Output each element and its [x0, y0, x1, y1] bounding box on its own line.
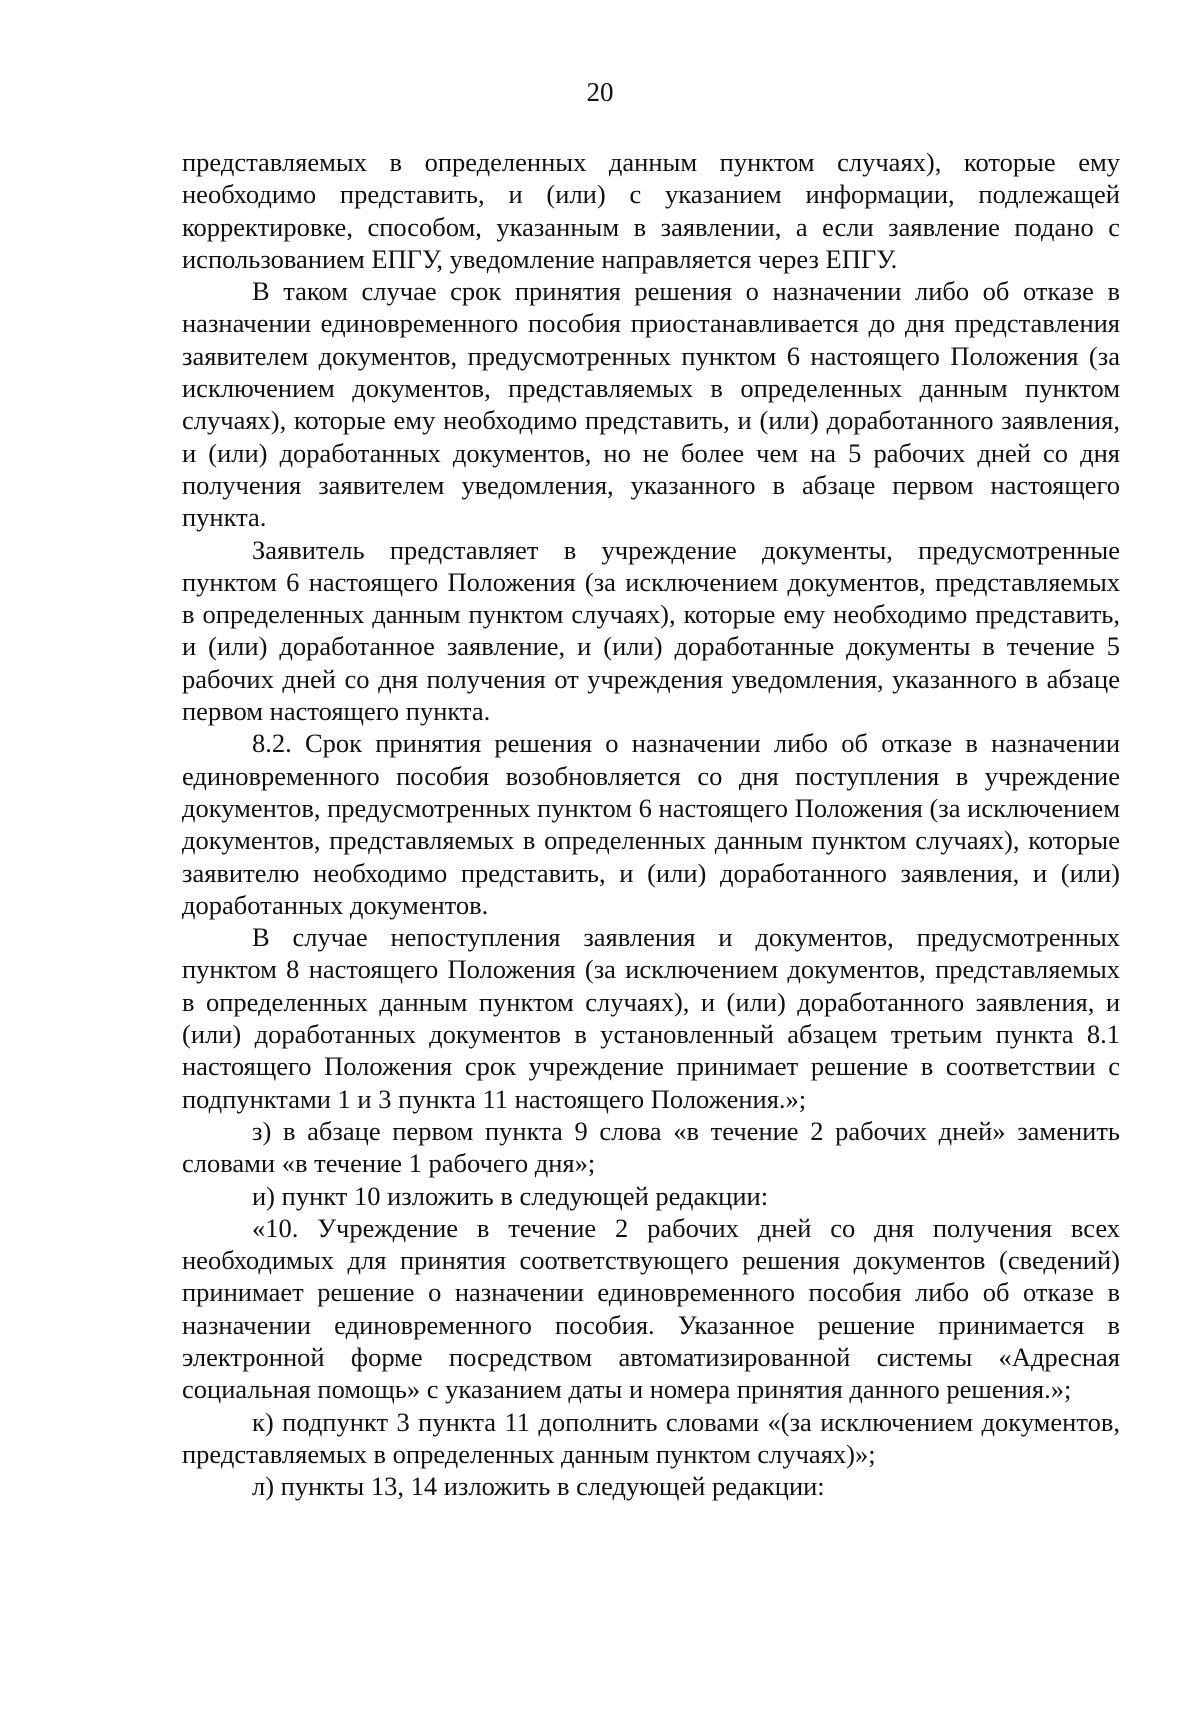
paragraph: «10. Учреждение в течение 2 рабочих дней со дня получения всех необходимых для принятия соответствующего решения документов (сведений) принимает решение о назначении единовременного пособия либо об отказе в назначении единовременного пособия. Указанное решение принимается в электронной форме посредством автоматизированной системы «Адресная социальная помощь» с указанием даты и номера принятия данного решения.»;: [182, 1212, 1120, 1405]
paragraph: В таком случае срок принятия решения о назначении либо об отказе в назначении единовременного пособия приостанавливается до дня представления заявителем документов, предусмотренных пунктом 6 настоящего Положения (за исключением документов, представляемых в определенных данным пунктом случаях), которые ему необходимо представить, и (или) доработанного заявления, и (или) доработанных документов, но не более чем на 5 рабочих дней со дня получения заявителем уведомления, указанного в абзаце первом настоящего пункта.: [182, 276, 1120, 533]
paragraph: л) пункты 13, 14 изложить в следующей редакции:: [252, 1471, 825, 1502]
page-number: 20: [586, 77, 614, 107]
paragraph: представляемых в определенных данным пунктом случаях), которые ему необходимо представить, и (или) с указанием информации, подлежащей корректировке, способом, указанным в заявлении, а если заявление подано с использованием ЕПГУ, уведомление направляется через ЕПГУ.: [182, 147, 1120, 274]
paragraph: Заявитель представляет в учреждение документы, предусмотренные пунктом 6 настоящего Положения (за исключением документов, представляемых в определенных данным пунктом случаях), которые ему необходимо представить, и (или) доработанное заявление, и (или) доработанные документы в течение 5 рабочих дней со дня получения от учреждения уведомления, указанного в абзаце первом настоящего пункта.: [182, 534, 1120, 727]
paragraph: В случае непоступления заявления и документов, предусмотренных пунктом 8 настоящего Положения (за исключением документов, представляемых в определенных данным пунктом случаях), и (или) доработанного заявления, и (или) доработанных документов в установленный абзацем третьим пункта 8.1 настоящего Положения срок учреждение принимает решение в соответствии с подпунктами 1 и 3 пункта 11 настоящего Положения.»;: [182, 922, 1120, 1114]
paragraph: з) в абзаце первом пункта 9 слова «в течение 2 рабочих дней» заменить словами «в течение 1 рабочего дня»;: [182, 1115, 1120, 1179]
paragraph: к) подпункт 3 пункта 11 дополнить словами «(за исключением документов, представляемых в определенных данным пунктом случаях)»;: [182, 1406, 1120, 1469]
document-body: [182, 146, 1120, 1502]
paragraph: и) пункт 10 изложить в следующей редакции:: [252, 1180, 769, 1211]
paragraph: 8.2. Срок принятия решения о назначении либо об отказе в назначении единовременного пособия возобновляется со дня поступления в учреждение документов, предусмотренных пунктом 6 настоящего Положения (за исключением документов, представляемых в определенных данным пунктом случаях), которые заявителю необходимо представить, и (или) доработанного заявления, и (или) доработанных документов.: [182, 728, 1120, 920]
